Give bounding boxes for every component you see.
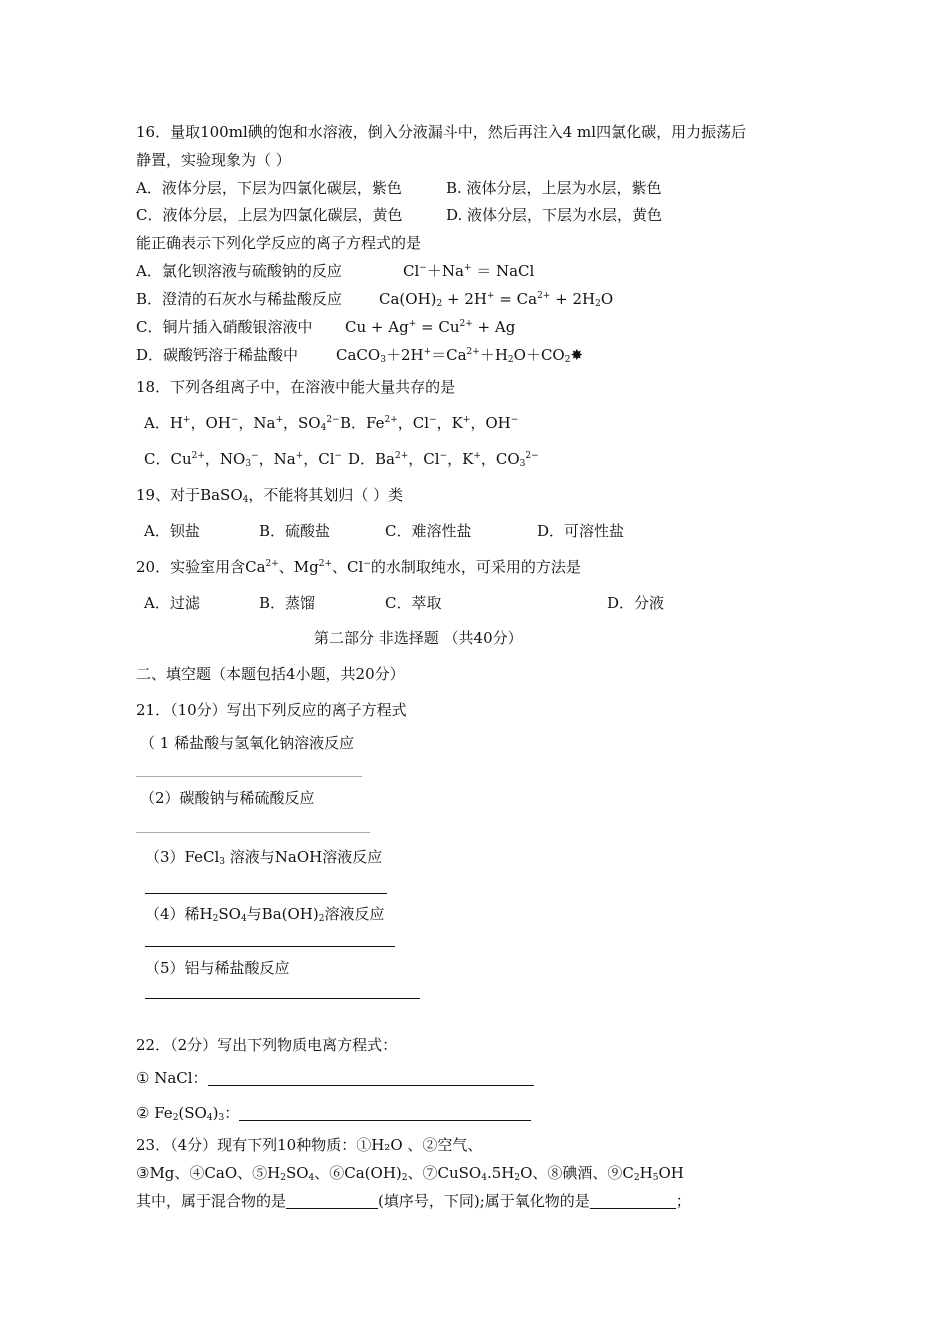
q17-option-d-equation: $CaCO_3+2H^+=Ca^{2+}+H_2O+CO_2✸$ (336, 346, 584, 365)
q21-answer-line-3[interactable] (145, 893, 387, 894)
q20-option-d: D．分液 (607, 594, 665, 612)
q17-option-a-equation: Cl−＋Na+ ＝ NaCl (403, 262, 535, 280)
q22-answer-blank-2[interactable] (239, 1105, 531, 1121)
q18-option-a: A．H+，OH−，Na+，$SO_4^{2-}$ (144, 414, 340, 433)
q21-answer-line-2[interactable] (136, 832, 370, 833)
q23-stem: 23．（4分）现有下列10种物质：①H₂O 、②空气、 (136, 1136, 483, 1154)
q21-sub-5: （5）铝与稀盐酸反应 (145, 959, 290, 977)
q23-question: 其中，属于混合物的是 (填序号，下同);属于氧化物的是 ； (136, 1192, 691, 1210)
q22-item-1: ① NaCl： (136, 1068, 534, 1088)
q20-option-a: A．过滤 (144, 594, 200, 612)
q18-option-b: B．$Fe^{2+}$，Cl−，K+，OH− (340, 414, 519, 432)
section-heading: 二、填空题（本题包括4小题，共20分） (136, 665, 405, 683)
q21-answer-line-4[interactable] (145, 946, 395, 947)
q23-mixture-blank[interactable] (286, 1193, 378, 1209)
q19-option-c: C．难溶性盐 (385, 522, 472, 540)
q21-sub-4: （4）稀$H_2SO_4$与$Ba(OH)_2$溶液反应 (145, 905, 385, 924)
q17-option-c-equation: $Cu + Ag^+ = Cu^{2+} + Ag$ (345, 318, 516, 336)
q17-option-d-text: D．碳酸钙溶于稀盐酸中 (136, 346, 299, 364)
q17-option-b-equation: $Ca(OH)_2 + 2H^+ = Ca^{2+} + 2H_2O$ (379, 290, 614, 309)
q16-stem-line1: 16．量取100ml碘的饱和水溶液，倒入分液漏斗中，然后再注入4 ml四氯化碳，用力振荡后 (136, 123, 747, 141)
q17-option-c-text: C．铜片插入硝酸银溶液中 (136, 318, 313, 336)
q21-sub-3: （3）FeCl$_3$ 溶液与NaOH溶液反应 (145, 848, 383, 867)
q16-option-c: C．液体分层，上层为四氯化碳层，黄色 (136, 206, 403, 224)
q21-stem: 21．（10分）写出下列反应的离子方程式 (136, 701, 407, 719)
part2-heading: 第二部分 非选择题 （共40分） (314, 629, 523, 647)
q16-option-a: A．液体分层，下层为四氯化碳层，紫色 (136, 179, 402, 197)
q18-option-c: C．$Cu^{2+}$，$NO_3^-$，Na+，Cl− (144, 450, 343, 469)
q18-stem: 18．下列各组离子中，在溶液中能大量共存的是 (136, 378, 456, 396)
q21-sub-2: （2）碳酸钠与稀硫酸反应 (140, 789, 315, 807)
q23-substances: ③Mg、④CaO、$⑤H_2SO_4$、$⑥Ca(OH)_2$、$⑦CuSO_4.5H_2O$、⑧碘酒、$⑨C_2H_5OH$ (136, 1164, 684, 1183)
q19-stem: 19、对于BaSO$_4$，不能将其划归（ ）类 (136, 486, 404, 505)
q21-answer-line-5[interactable] (145, 998, 420, 999)
q21-answer-line-1[interactable] (136, 776, 362, 777)
q19-option-a: A．钡盐 (144, 522, 200, 540)
q18-option-d: D．$Ba^{2+}$，Cl−，K+，$CO_3^{2-}$ (348, 450, 539, 469)
q16-option-b: B. 液体分层，上层为水层，紫色 (446, 179, 662, 197)
q17-option-b-text: B．澄清的石灰水与稀盐酸反应 (136, 290, 343, 308)
q20-option-c: C．萃取 (385, 594, 442, 612)
q21-sub-1: （ 1 稀盐酸与氢氧化钠溶液反应 (140, 734, 355, 752)
q16-stem-line2: 静置，实验现象为（ ） (136, 151, 291, 169)
q20-stem: 20．实验室用含$Ca^{2+}$、$Mg^{2+}$、Cl−的水制取纯水，可采用的方法是 (136, 558, 581, 576)
q23-oxide-blank[interactable] (590, 1193, 676, 1209)
q19-option-d: D．可溶性盐 (537, 522, 625, 540)
q22-stem: 22．（2分）写出下列物质电离方程式： (136, 1036, 398, 1054)
q22-item-2: ② $Fe_2(SO_4)_3$： (136, 1103, 531, 1123)
q17-option-a-text: A．氯化钡溶液与硫酸钠的反应 (136, 262, 342, 280)
q16-option-d: D. 液体分层，下层为水层，黄色 (446, 206, 663, 224)
q19-option-b: B．硫酸盐 (259, 522, 331, 540)
q20-option-b: B．蒸馏 (259, 594, 316, 612)
q22-answer-blank-1[interactable] (208, 1070, 534, 1086)
q17-stem: 能正确表示下列化学反应的离子方程式的是 (136, 234, 422, 252)
